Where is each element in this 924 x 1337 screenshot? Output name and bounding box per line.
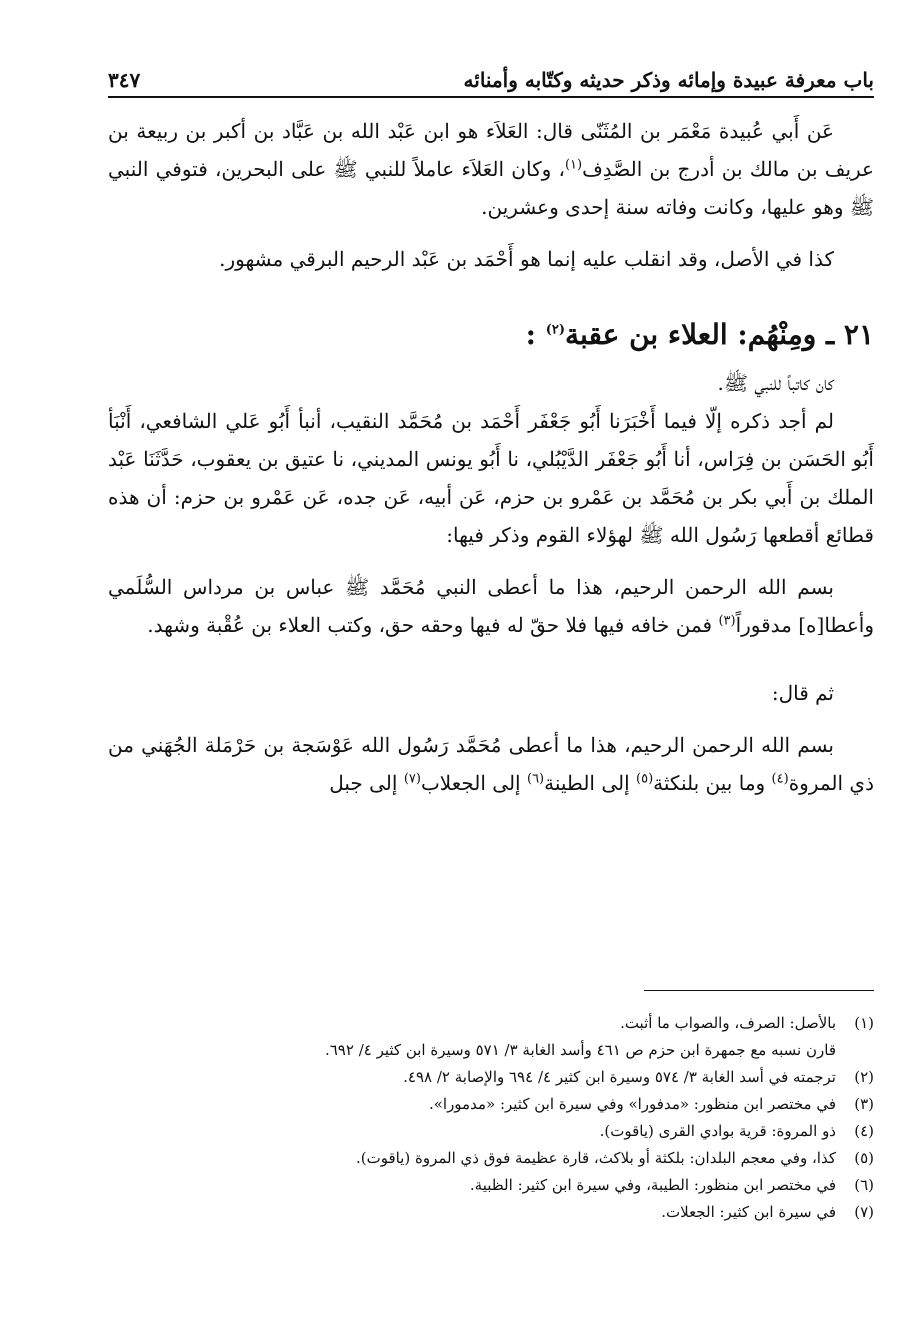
paragraph-1: عَن أَبي عُبيدة مَعْمَر بن المُثَنّى قال: العَلاَء هو ابن عَبْد الله بن عَبَّاد بن أكبر بن ربيعة بن عريف بن مالك بن أدرج بن الصَّدِف$^{(١)}$، وكان العَلاَء عاملاً للنبي ﷺ على البحرين، فتوفي النبي ﷺ وهو عليها، وكانت وفاته سنة إحدى وعشرين.	[108, 119, 874, 219]
footnote-6	[108, 1172, 874, 1199]
footnote-4	[108, 1118, 874, 1145]
footnote-number: (٣)	[854, 1095, 874, 1113]
footnote-ref-3: (٣)	[718, 613, 736, 629]
paragraph-6: ثم قال:	[771, 681, 834, 705]
header-rule	[108, 96, 874, 98]
footnote-rule	[644, 990, 874, 991]
footnote-2	[108, 1064, 874, 1091]
footnote-ref-6: (٦)	[526, 771, 545, 787]
paragraph-3: كان كاتباً للنبي ﷺ.	[717, 371, 834, 395]
footnote-text: ترجمته في أسد الغابة ٣/ ٥٧٤ وسيرة ابن كثير ٤/ ٦٩٤ والإصابة ٢/ ٤٩٨.	[403, 1068, 836, 1086]
footnote-number: (٧)	[854, 1203, 874, 1221]
paragraph-4: لم أجد ذكره إلّا فيما أَخْبَرَنا أَبُو جَعْفَر أَحْمَد بن مُحَمَّد النقيب، أنبأ أَبُو عَلي الشافعي، أَنْبَأ أَبُو الحَسَن بن فِرَاس، أنا أَبُو جَعْفَر الدَّيْبُلي، نا أَبُو يونس المديني، نا عتيق بن يعقوب، حَدَّثَنَا عَبْد الملك بن أَبي بكر بن مُحَمَّد بن عَمْرو بن حزم، عَن أبيه، عَن جده، عَن عَمْرو بن حزم: أن هذه قطائع أقطعها رَسُول الله ﷺ لهؤلاء القوم وذكر فيها:	[108, 409, 874, 547]
footnote-number: (٥)	[854, 1149, 874, 1167]
footnote-text: في مختصر ابن منظور: الطيبة، وفي سيرة ابن كثير: الظبية.	[469, 1176, 836, 1194]
footnote-number: (١)	[854, 1014, 874, 1032]
main-text	[108, 112, 874, 802]
footnote-ref-1: (١)	[564, 157, 583, 173]
footnote-number: (٤)	[854, 1122, 874, 1140]
footnotes	[108, 1010, 874, 1226]
footnote-1	[108, 1010, 874, 1037]
footnote-3	[108, 1091, 874, 1118]
footnote-ref-7: (٧)	[403, 771, 421, 787]
footnote-5	[108, 1145, 874, 1172]
footnote-ref-5: (٥)	[636, 771, 654, 787]
footnote-text: بالأصل: الصرف، والصواب ما أثبت.	[620, 1014, 836, 1032]
page-number: ٣٤٧	[108, 68, 141, 92]
header-title: باب معرفة عبيدة وإمائه وذكر حديثه وكتّابه وأمنائه	[463, 68, 874, 92]
footnote-text: في سيرة ابن كثير: الجعلات.	[661, 1203, 836, 1221]
paragraph-7: بسم الله الرحمن الرحيم، هذا ما أعطى مُحَمَّد رَسُول الله عَوْسَجة بن حَرْمَلة الجُهَني من ذي المروة$^{(٤)}$ وما بين بلنكثة$^{(٥)}$ إلى الطينة$^{(٦)}$ إلى الجعلاب$^{(٧)}$ إلى جبل	[108, 733, 874, 795]
footnote-text: كذا، وفي معجم البلدان: بلكثة أو بلاكث، قارة عظيمة فوق ذي المروة (ياقوت).	[355, 1149, 836, 1167]
footnote-7	[108, 1199, 874, 1226]
section-heading: ٢١ ـ ومِنْهُم: العلاء بن عقبة$^{(٢)}$ :	[525, 318, 874, 351]
footnote-text: في مختصر ابن منظور: «مدفورا» وفي سيرة ابن كثير: «مدمورا».	[428, 1095, 836, 1113]
footnote-1-continuation: قارن نسبه مع جمهرة ابن حزم ص ٤٦١ وأسد الغابة ٣/ ٥٧١ وسيرة ابن كثير ٤/ ٦٩٢.	[324, 1041, 836, 1059]
footnote-text: ذو المروة: قرية بوادي القرى (ياقوت).	[599, 1122, 836, 1140]
running-header	[108, 52, 874, 92]
footnote-ref-2: (٢)	[545, 322, 565, 338]
paragraph-5: بسم الله الرحمن الرحيم، هذا ما أعطى النبي مُحَمَّد ﷺ عباس بن مرداس السُّلَمي وأعطا[ه] مدقوراً$^{(٣)}$ فمن خافه فيها فلا حقّ له فيها وحقه حق، وكتب العلاء بن عُقْبة وشهد.	[108, 575, 874, 637]
paragraph-2: كذا في الأصل، وقد انقلب عليه إنما هو أَحْمَد بن عَبْد الرحيم البرقي مشهور.	[219, 247, 834, 271]
footnote-number: (٢)	[854, 1068, 874, 1086]
footnote-ref-4: (٤)	[771, 771, 789, 787]
footnote-number: (٦)	[854, 1176, 874, 1194]
